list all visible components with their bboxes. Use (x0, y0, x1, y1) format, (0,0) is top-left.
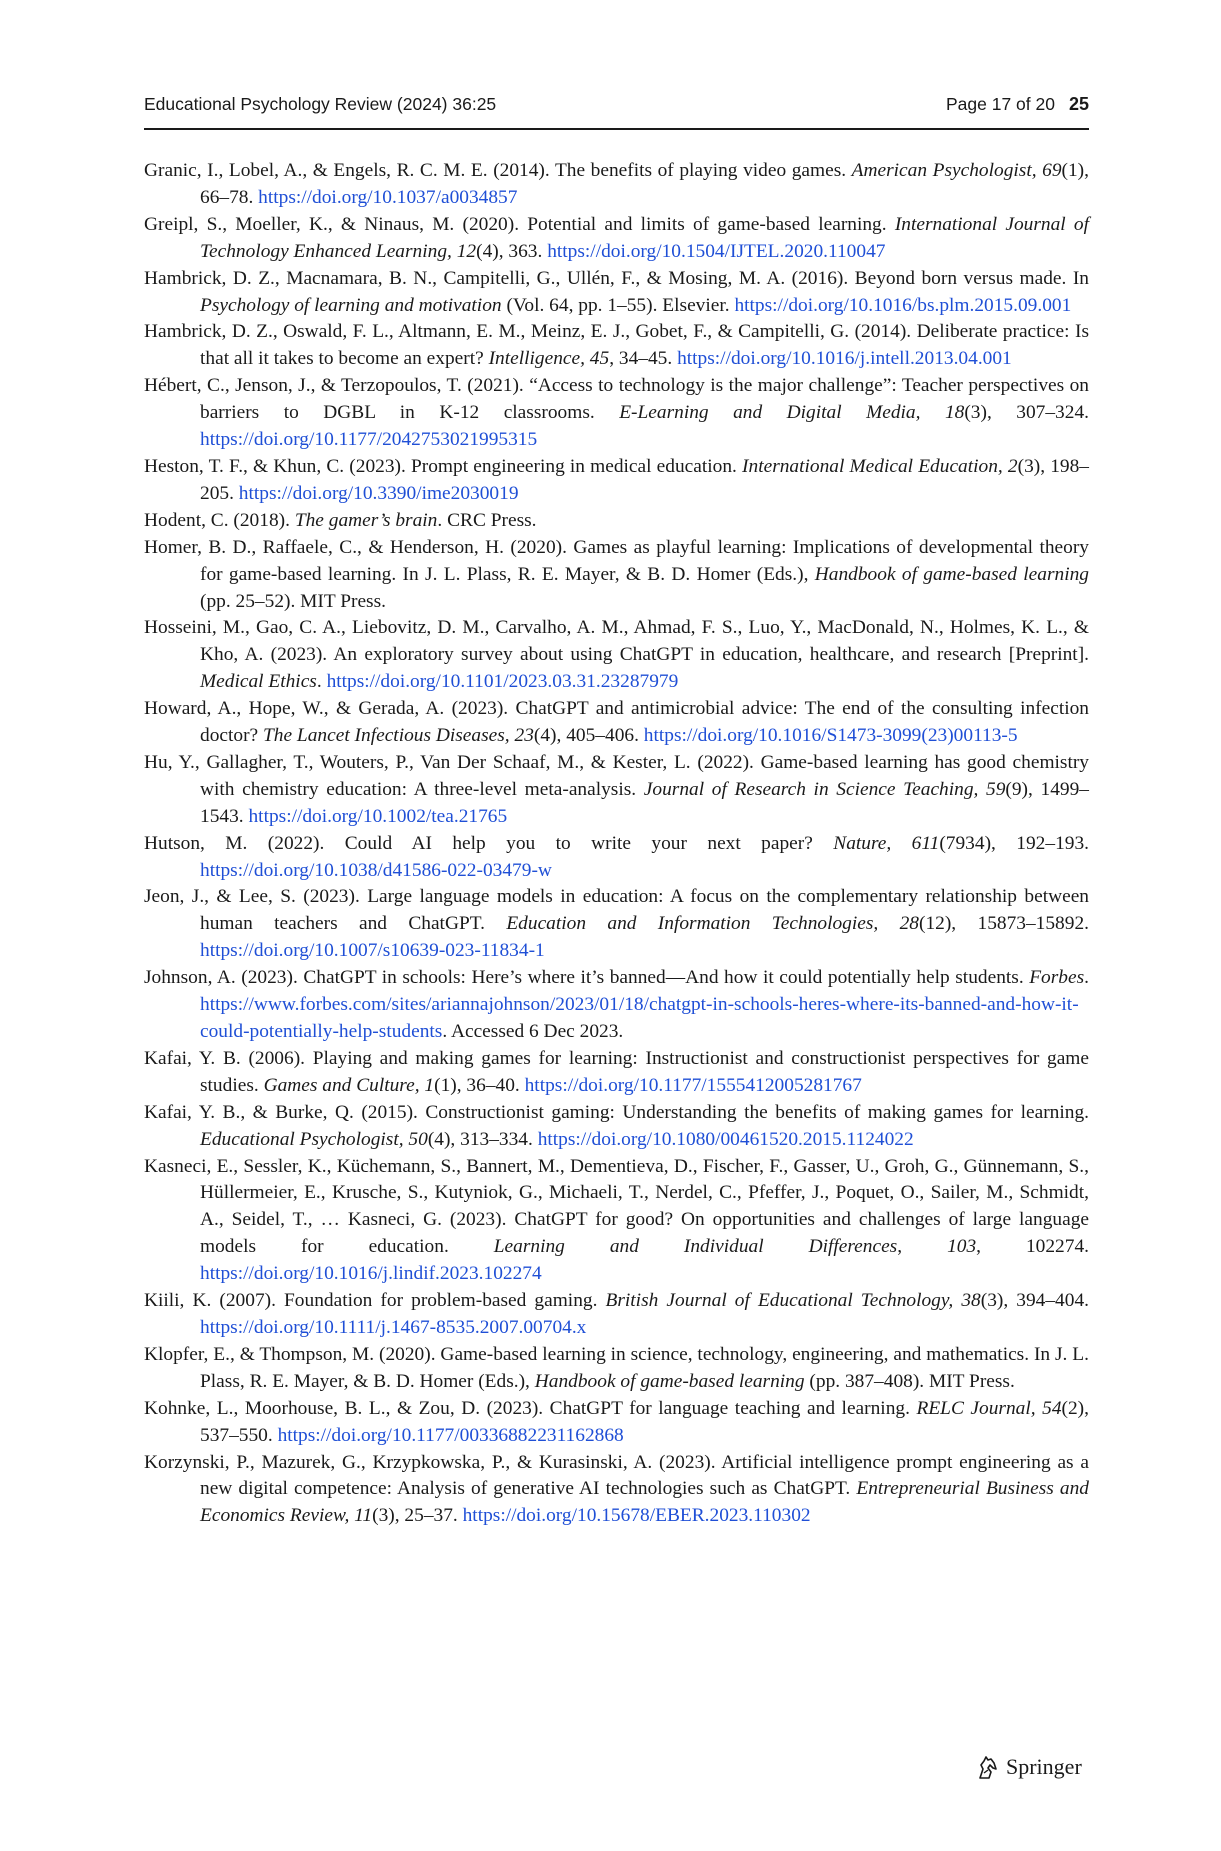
doi-link[interactable]: https://doi.org/10.1016/j.lindif.2023.102274 (200, 1263, 542, 1285)
source-title: Handbook of game-based learning (814, 563, 1089, 585)
reference-text: (3), 307–324. (964, 402, 1089, 424)
reference-text: Kasneci, E., Sessler, K., Küchemann, S., Bannert, M., Dementieva, D., Fischer, F., Gasser, U., Groh, G., Günnemann, S., Hüllermeier, E., Krusche, S., Kutyniok, G., Michaeli, T., Nerdel, C., Pfeffer, J., Poquet, O., Sailer, M., Schmidt, A., Seidel, T., … Kasneci, G. (2023). ChatGPT for good? On opportunities and challenges of large language models for education. (144, 1155, 1089, 1258)
doi-link[interactable]: https://www.forbes.com/sites/ariannajohnson/2023/01/18/chatgpt-in-schools-heres-where-its-banned-and-how-it-could-potentially-help-students (200, 994, 1079, 1042)
reference-entry (144, 1288, 1089, 1342)
header-rule (144, 128, 1089, 130)
reference-text: (9), 1499–1543. (200, 778, 1089, 827)
reference-entry (144, 454, 1089, 508)
page-info (946, 94, 1089, 115)
reference-text: Hambrick, D. Z., Oswald, F. L., Altmann, E. M., Meinz, E. J., Gobet, F., & Campitelli, G. (2014). Deliberate practice: Is that all it takes to become an expert? (144, 321, 1089, 370)
source-title: The Lancet Infectious Diseases, 23 (263, 725, 534, 747)
source-title: British Journal of Educational Technology, 38 (605, 1290, 981, 1312)
reference-entry (144, 158, 1089, 212)
source-title: Learning and Individual Differences (493, 1236, 898, 1258)
reference-text: , (897, 1236, 948, 1258)
reference-entry (144, 1450, 1089, 1531)
reference-text: (1), 36–40. (434, 1074, 525, 1096)
reference-entry (144, 266, 1089, 320)
reference-text: (7934), 192–193. (939, 832, 1089, 854)
reference-text: (1), 66–78. (200, 160, 1089, 208)
reference-text: (2), 537–550. (200, 1397, 1089, 1446)
reference-text: (3), 394–404. (980, 1290, 1089, 1312)
source-title: 103 (947, 1236, 977, 1258)
source-title: Educational Psychologist, 50 (200, 1128, 428, 1150)
reference-text: . CRC Press. (437, 509, 537, 531)
reference-entry (144, 508, 1089, 535)
reference-text: . (316, 671, 327, 693)
doi-link[interactable]: https://doi.org/10.1177/2042753021995315 (200, 429, 538, 451)
reference-entry (144, 212, 1089, 266)
source-title: Medical Ethics (200, 671, 317, 693)
reference-text: (12), 15873–15892. (919, 913, 1089, 935)
reference-text: . Accessed 6 Dec 2023. (442, 1021, 624, 1042)
reference-text: Hodent, C. (2018). (144, 509, 295, 531)
reference-text: Jeon, J., & Lee, S. (2023). Large language models in education: A focus on the complementary relationship between human teachers and ChatGPT. (144, 886, 1089, 935)
source-title: International Journal of Technology Enhanced Learning, 12 (200, 213, 1090, 262)
reference-text: (3), 25–37. (372, 1505, 463, 1527)
source-title: Journal of Research in Science Teaching, 59 (643, 778, 1006, 800)
reference-text: Hosseini, M., Gao, C. A., Liebovitz, D. M., Carvalho, A. M., Ahmad, F. S., Luo, Y., MacDonald, N., Holmes, K. L., & Kho, A. (2023). An exploratory survey about using ChatGPT in education, healthcare, and research [Preprint]. (144, 617, 1089, 666)
source-title: Entrepreneurial Business and Economics Review, 11 (200, 1478, 1089, 1527)
source-title: Psychology of learning and motivation (200, 294, 502, 316)
reference-text: Homer, B. D., Raffaele, C., & Henderson, H. (2020). Games as playful learning: Implications of developmental theory for game-based learning. In J. L. Plass, R. E. Mayer, & B. D. Homer (Eds.), (144, 536, 1089, 585)
reference-text: Heston, T. F., & Khun, C. (2023). Prompt engineering in medical education. (144, 455, 743, 477)
doi-link[interactable]: https://doi.org/10.1080/00461520.2015.1124022 (537, 1128, 914, 1150)
reference-text: (pp. 387–408). MIT Press. (804, 1370, 1015, 1392)
reference-text: (Vol. 64, pp. 1–55). Elsevier. (501, 294, 735, 316)
reference-text: (3), 198–205. (200, 455, 1089, 504)
doi-link[interactable]: https://doi.org/10.3390/ime2030019 (238, 482, 519, 504)
source-title: Handbook of game-based learning (534, 1370, 805, 1392)
reference-text: , 102274. (976, 1236, 1089, 1258)
reference-entry (144, 615, 1089, 696)
source-title: RELC Journal, 54 (916, 1397, 1062, 1419)
reference-text: Hu, Y., Gallagher, T., Wouters, P., Van Der Schaaf, M., & Kester, L. (2022). Game-based learning has good chemistry with chemistry education: A three-level meta-analysis. (144, 751, 1089, 800)
source-title: E-Learning and Digital Media, 18 (619, 402, 965, 424)
reference-entry (144, 1396, 1089, 1450)
reference-entry (144, 831, 1089, 885)
doi-link[interactable]: https://doi.org/10.1177/00336882231162868 (277, 1424, 624, 1446)
reference-entry (144, 750, 1089, 831)
reference-text: (pp. 25–52). MIT Press. (200, 590, 387, 612)
reference-text: Hutson, M. (2022). Could AI help you to write your next paper? (144, 832, 834, 854)
reference-text: , 34–45. (609, 348, 678, 370)
reference-text: (4), 313–334. (427, 1128, 538, 1150)
reference-text: Kafai, Y. B. (2006). Playing and making games for learning: Instructionist and constructionist perspectives for game studies. (144, 1047, 1089, 1096)
reference-entry (144, 696, 1089, 750)
source-title: Forbes (1029, 967, 1085, 989)
source-title: American Psychologist, 69 (851, 160, 1062, 181)
source-title: Intelligence, 45 (488, 348, 610, 370)
doi-link[interactable]: https://doi.org/10.1016/bs.plm.2015.09.001 (734, 294, 1072, 316)
publisher-name: Springer (1006, 1754, 1082, 1779)
reference-entry (144, 884, 1089, 965)
reference-list (144, 158, 1089, 1530)
source-title: Nature, 611 (833, 832, 940, 854)
reference-entry (144, 1342, 1089, 1396)
publisher-footer (940, 1751, 1090, 1785)
doi-link[interactable]: https://doi.org/10.1016/j.intell.2013.04.001 (677, 348, 1012, 370)
reference-entry (144, 1154, 1089, 1289)
reference-text: Greipl, S., Moeller, K., & Ninaus, M. (2020). Potential and limits of game-based learning. (144, 213, 895, 235)
doi-link[interactable]: https://doi.org/10.1038/d41586-022-03479-w (200, 859, 552, 881)
reference-text: Hambrick, D. Z., Macnamara, B. N., Campitelli, G., Ullén, F., & Mosing, M. A. (2016). Beyond born versus made. In (144, 267, 1089, 289)
doi-link[interactable]: https://doi.org/10.1177/1555412005281767 (524, 1074, 862, 1096)
doi-link[interactable]: https://doi.org/10.1037/a0034857 (258, 186, 518, 208)
reference-entry (144, 1100, 1089, 1154)
reference-text: . (1084, 967, 1089, 989)
source-title: Education and Information Technologies, 28 (506, 913, 919, 935)
reference-text: Kafai, Y. B., & Burke, Q. (2015). Constructionist gaming: Understanding the benefits of making games for learning. (144, 1101, 1089, 1123)
source-title: International Medical Education, 2 (742, 455, 1018, 477)
doi-link[interactable]: https://doi.org/10.1016/S1473-3099(23)00113-5 (643, 725, 1018, 747)
journal-citation: Educational Psychology Review (2024) 36:25 (144, 94, 497, 114)
source-title: Games and Culture, 1 (263, 1074, 435, 1096)
reference-text: Kohnke, L., Moorhouse, B. L., & Zou, D. (2023). ChatGPT for language teaching and learning. (144, 1397, 917, 1419)
doi-link[interactable]: https://doi.org/10.1101/2023.03.31.23287979 (326, 671, 679, 693)
reference-entry (144, 1046, 1089, 1100)
doi-link[interactable]: https://doi.org/10.1111/j.1467-8535.2007.00704.x (200, 1316, 587, 1338)
reference-text: Johnson, A. (2023). ChatGPT in schools: Here’s where it’s banned—And how it could potentially help students. (144, 967, 1030, 989)
reference-text: Granic, I., Lobel, A., & Engels, R. C. M. E. (2014). The benefits of playing video games. (144, 160, 852, 181)
reference-text: Howard, A., Hope, W., & Gerada, A. (2023). ChatGPT and antimicrobial advice: The end of the consulting infection doctor? (144, 698, 1089, 747)
article-number: 25 (1068, 94, 1089, 114)
reference-text: Klopfer, E., & Thompson, M. (2020). Game-based learning in science, technology, engineering, and mathematics. In J. L. Plass, R. E. Mayer, & B. D. Homer (Eds.), (144, 1343, 1089, 1392)
reference-text: (4), 405–406. (533, 725, 644, 747)
reference-text: Hébert, C., Jenson, J., & Terzopoulos, T. (2021). “Access to technology is the major challenge”: Teacher perspectives on barriers to DGBL in K-12 classrooms. (144, 375, 1089, 424)
doi-link[interactable]: https://doi.org/10.1504/IJTEL.2020.110047 (547, 240, 886, 262)
doi-link[interactable]: https://doi.org/10.1007/s10639-023-11834-1 (200, 940, 545, 962)
reference-entry (144, 965, 1089, 1046)
springer-horse-icon (974, 1753, 1002, 1781)
reference-text: Kiili, K. (2007). Foundation for problem-based gaming. (144, 1290, 606, 1312)
reference-text: Korzynski, P., Mazurek, G., Krzypkowska, P., & Kurasinski, A. (2023). Artificial intelligence prompt engineering as a new digital competence: Analysis of generative AI technologies such as ChatGPT. (144, 1451, 1089, 1500)
reference-text: (4), 363. (476, 240, 548, 262)
reference-entry (144, 373, 1089, 454)
doi-link[interactable]: https://doi.org/10.1002/tea.21765 (248, 805, 508, 827)
source-title: The gamer’s brain (294, 509, 438, 531)
running-header (144, 94, 1089, 122)
reference-entry (144, 319, 1089, 373)
doi-link[interactable]: https://doi.org/10.15678/EBER.2023.110302 (462, 1505, 811, 1527)
reference-entry (144, 535, 1089, 616)
page-number: Page 17 of 20 (945, 94, 1055, 114)
